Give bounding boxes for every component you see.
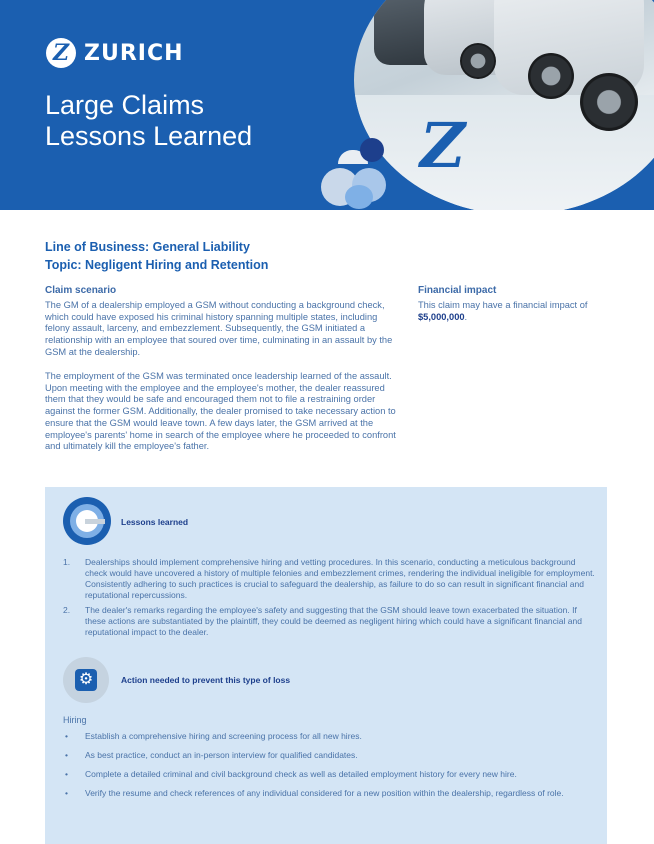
action-gear-icon bbox=[63, 657, 109, 703]
zurich-logo-icon: Z bbox=[46, 38, 76, 68]
financial-impact-text: This claim may have a financial impact of $5,000,000. bbox=[418, 300, 588, 322]
list-item: • As best practice, conduct an in-person interview for qualified candidates. bbox=[63, 750, 583, 761]
lessons-learned-title: Lessons learned bbox=[121, 517, 189, 527]
list-item: • Complete a detailed criminal and civil background check as well as detailed employment history for every new hire. bbox=[63, 769, 583, 780]
claim-paragraph-2: The employment of the GSM was terminated once leadership learned of the assault. Upon meeting with the employee and the employee's mother, the dealer reassured them that they would be safe and encouraged them not to file a restraining order against the former GSM. Additionally, the dealer promised to take necessary action to ensure that the GSM would leave town. A few days later, the GSM arrived at the employee's parents' home in search of the employee where he proceeded to confront and ultimately kill the employee's father. bbox=[45, 371, 396, 452]
list-item: • Verify the resume and check references of any individual considered for a new position within the dealership, regardless of role. bbox=[63, 788, 583, 799]
header-banner bbox=[0, 0, 654, 210]
decorative-circle bbox=[360, 138, 384, 162]
zurich-z-graphic: Z bbox=[420, 109, 466, 182]
financial-amount: $5,000,000 bbox=[418, 311, 465, 322]
gear-icon: ⚙ bbox=[75, 669, 97, 691]
list-item: • Establish a comprehensive hiring and screening process for all new hires. bbox=[63, 731, 583, 742]
line-of-business: Line of Business: General Liability bbox=[45, 240, 250, 254]
lessons-list bbox=[63, 557, 595, 642]
hiring-subheading: Hiring bbox=[63, 715, 87, 725]
action-title: Action needed to prevent this type of loss bbox=[121, 675, 291, 685]
claim-paragraph-1: The GM of a dealership employed a GSM without conducting a background check, which could have exposed his criminal history spanning multiple states, including felony assault, larceny, and embezzlement. Subsequently, the GSM initiated a relationship with an employee that soured over time, culminating in an assault by the GSM at the dealership. bbox=[45, 300, 393, 357]
zurich-logo-text: ZURICH bbox=[84, 40, 184, 66]
dealership-cars-photo bbox=[354, 0, 654, 210]
list-item: 2. The dealer's remarks regarding the employee's safety and suggesting that the GSM should leave town exacerbated the situation. If these actions are substantiated by the plaintiff, they could be deemed as negligent hiring which could have a significant financial and reputational impact to the dealer. bbox=[63, 605, 582, 637]
action-bullets bbox=[63, 731, 583, 807]
lessons-panel bbox=[45, 487, 607, 844]
decorative-circle bbox=[345, 185, 373, 209]
lessons-learned-icon bbox=[63, 497, 111, 545]
document-meta bbox=[45, 238, 268, 274]
list-item: 1. Dealerships should implement comprehensive hiring and vetting procedures. In this scenario, conducting a meticulous background check would have uncovered a history of multiple felonies and embezzlement crimes, rendering the individual ineligible for employment. Consistently adhering to such practices is crucial to safeguard the dealership, as failure to do so can result in significant financial and reputational repercussions. bbox=[63, 557, 595, 600]
page-title: Large Claims Lessons Learned bbox=[45, 90, 253, 151]
financial-impact-heading: Financial impact bbox=[418, 285, 497, 296]
topic: Topic: Negligent Hiring and Retention bbox=[45, 258, 269, 272]
zurich-logo bbox=[46, 38, 184, 68]
claim-scenario-heading: Claim scenario bbox=[45, 285, 117, 296]
